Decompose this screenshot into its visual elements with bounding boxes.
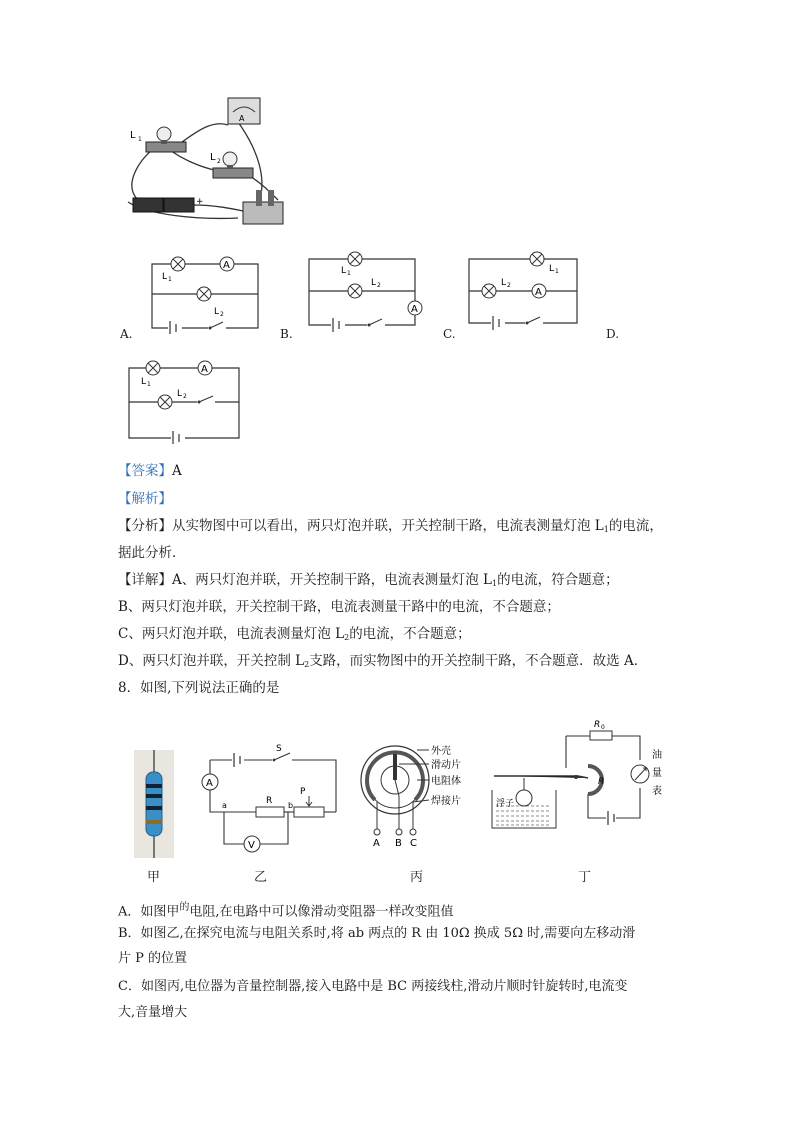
- label-l2-sub: 2: [217, 158, 221, 165]
- svg-text:表: 表: [652, 786, 662, 797]
- svg-text:A: A: [411, 304, 418, 315]
- caption-bing: 丙: [410, 870, 424, 885]
- svg-text:R: R: [598, 777, 605, 787]
- r0-label: R: [594, 720, 601, 730]
- answer-value: A: [172, 463, 182, 479]
- real-circuit-photo: [118, 90, 298, 230]
- fig-ding-oil-gauge: [490, 718, 690, 836]
- svg-text:L: L: [214, 307, 220, 317]
- svg-text:量: 量: [652, 768, 662, 779]
- svg-text:L: L: [371, 278, 377, 288]
- analysis-fenxi: 【分析】从实物图中可以看出，两只灯泡并联，开关控制干路，电流表测量灯泡 $L_1$的电流，: [118, 518, 663, 534]
- label-huadongpian: 滑动片: [431, 760, 461, 771]
- circuit-option-c: [465, 245, 585, 335]
- svg-text:b: b: [288, 801, 294, 810]
- svg-text:A: A: [223, 260, 230, 271]
- svg-text:B: B: [395, 838, 402, 848]
- svg-text:L: L: [549, 264, 555, 274]
- fig-yi-circuit: [196, 740, 346, 860]
- svg-text:2: 2: [507, 282, 511, 289]
- svg-text:0: 0: [601, 724, 605, 731]
- svg-text:C: C: [410, 838, 417, 848]
- option-a-label: A.: [120, 327, 133, 341]
- ammeter-a: A: [206, 778, 213, 789]
- svg-text:1: 1: [347, 270, 351, 277]
- caption-ding: 丁: [578, 870, 592, 885]
- bulb-l2: [197, 287, 211, 301]
- svg-text:2: 2: [220, 311, 224, 318]
- svg-text:A: A: [373, 838, 380, 848]
- label-l2: L: [210, 152, 216, 163]
- svg-text:1: 1: [147, 381, 151, 388]
- svg-text:A: A: [201, 364, 208, 375]
- circuit-option-d: [125, 352, 245, 444]
- option-d-label: D.: [606, 327, 620, 341]
- analysis-b: B、两只灯泡并联，开关控制干路，电流表测量干路中的电流，不合题意；: [118, 599, 560, 615]
- q8-option-c-2: 大,音量增大: [118, 1005, 188, 1020]
- caption-yi: 乙: [254, 870, 268, 885]
- circuit-option-a: [148, 252, 266, 334]
- analysis-xiangjie: 【详解】A、两只灯泡并联，开关控制干路，电流表测量灯泡 $L_1$的电流，符合题意；: [118, 572, 619, 588]
- analysis-tag: 【解析】: [118, 491, 172, 507]
- svg-text:2: 2: [377, 282, 381, 289]
- meter-a-label: A: [239, 114, 245, 123]
- svg-text:2: 2: [183, 393, 187, 400]
- svg-text:1: 1: [555, 268, 559, 275]
- option-b-label: B.: [280, 327, 293, 341]
- label-hanjiepian: 焊接片: [431, 796, 461, 807]
- svg-text:L: L: [341, 266, 347, 276]
- analysis-c: C、两只灯泡并联，电流表测量灯泡 $L_2$的电流，不合题意；: [118, 626, 471, 642]
- svg-text:L: L: [141, 377, 147, 387]
- label-l1-sub: 1: [138, 136, 142, 143]
- float-label: 浮子: [496, 799, 515, 809]
- ammeter-symbol: [220, 257, 234, 271]
- label-waike: 外壳: [431, 746, 451, 757]
- fig-bing-potentiometer: [355, 740, 485, 848]
- question-8-stem: 8．如图,下列说法正确的是: [118, 680, 280, 696]
- fig-jia-resistor-photo: [134, 750, 174, 858]
- svg-text:油: 油: [652, 750, 662, 761]
- slider-p-label: P: [300, 787, 306, 797]
- answer-tag: 【答案】: [118, 463, 172, 479]
- option-c-label: C.: [443, 327, 456, 341]
- switch-s-label: S: [276, 744, 282, 754]
- svg-text:A: A: [535, 287, 542, 298]
- svg-text:L: L: [501, 278, 507, 288]
- svg-text:+: +: [196, 197, 204, 207]
- svg-text:L: L: [162, 272, 168, 282]
- q8-option-b-1: B．如图乙,在探究电流与电阻关系时,将 ab 两点的 R 由 10Ω 换成 5Ω 时,需要向左移动滑: [118, 926, 636, 941]
- svg-text:a: a: [222, 801, 227, 810]
- q8-option-b-2: 片 P 的位置: [118, 951, 188, 966]
- svg-text:1: 1: [168, 276, 172, 283]
- analysis-d: D、两只灯泡并联，开关控制 $L_2$支路，而实物图中的开关控制干路，不合题意．故选 A．: [118, 653, 648, 669]
- resistor-r-label: R: [266, 796, 273, 806]
- svg-text:L: L: [177, 389, 183, 399]
- q8-option-a: A．如图甲$^的$电阻,在电路中可以像滑动变阻器一样改变阻值: [118, 902, 454, 920]
- voltmeter-v: V: [248, 840, 255, 851]
- q8-option-c-1: C．如图丙,电位器为音量控制器,接入电路中是 BC 两接线柱,滑动片顺时针旋转时,电流变: [118, 979, 628, 994]
- label-l1: L: [130, 130, 136, 141]
- analysis-fenxi-cont: 据此分析．: [118, 545, 186, 561]
- answer-line: [118, 461, 182, 481]
- circuit-option-b: [305, 245, 427, 337]
- bulb-l1: [171, 257, 185, 271]
- label-dianzuti: 电阻体: [431, 776, 461, 787]
- caption-jia: 甲: [147, 870, 161, 885]
